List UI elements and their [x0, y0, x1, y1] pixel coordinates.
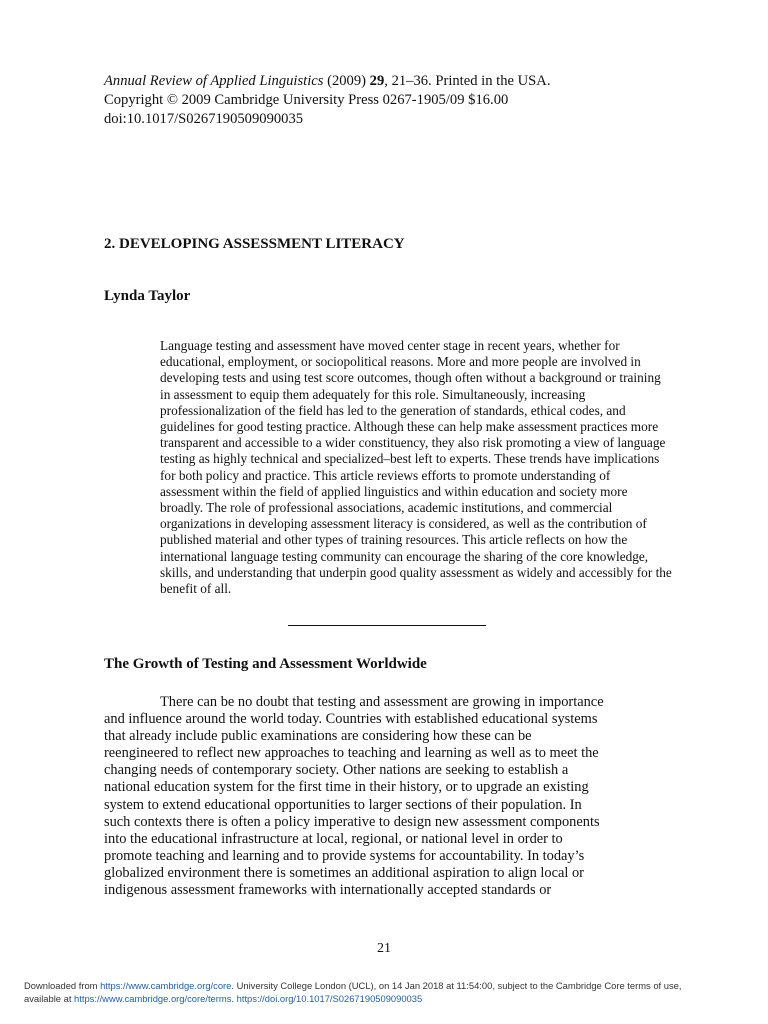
- section-divider: [288, 625, 486, 626]
- journal-volume: 29: [369, 73, 385, 89]
- citation-line: [104, 72, 550, 91]
- download-footer: [24, 980, 754, 1005]
- body-line: that already include public examinations are considering how these can be: [104, 728, 532, 745]
- journal-header: [104, 72, 550, 129]
- body-line: indigenous assessment frameworks with internationally accepted standards or: [104, 882, 552, 899]
- body-line: promote teaching and learning and to provide systems for accountability. In today’s: [104, 847, 585, 864]
- footer-line-1: [24, 980, 754, 993]
- body-paragraph: [104, 694, 672, 899]
- journal-name: Annual Review of Applied Linguistics: [104, 73, 324, 89]
- doi-link[interactable]: https://doi.org/10.1017/S0267190509090035: [236, 992, 423, 1004]
- body-line: globalized environment there is sometimes an additional aspiration to align local or: [104, 864, 584, 881]
- copyright-line: Copyright © 2009 Cambridge University Press 0267-1905/09 $16.00: [104, 92, 509, 108]
- footer-line-2: [24, 993, 754, 1006]
- section-heading: The Growth of Testing and Assessment Worldwide: [104, 656, 427, 672]
- chapter-title: 2. DEVELOPING ASSESSMENT LITERACY: [104, 236, 405, 252]
- body-line: national education system for the first time in their history, or to upgrade an existing: [104, 779, 589, 796]
- core-link[interactable]: https://www.cambridge.org/core: [100, 980, 232, 991]
- body-line: There can be no doubt that testing and assessment are growing in importance: [160, 694, 604, 710]
- body-line: into the educational infrastructure at local, regional, or national level in order to: [104, 830, 563, 847]
- body-line: reengineered to reflect new approaches to teaching and learning as well as to meet the: [104, 745, 599, 762]
- terms-link[interactable]: https://www.cambridge.org/core/terms: [74, 992, 232, 1004]
- author-name: Lynda Taylor: [104, 288, 191, 304]
- footer-usage-text: . University College London (UCL), on 14 Jan 2018 at 11:54:00, subject to the Cambridge Core terms of use,: [231, 980, 682, 991]
- journal-pages: , 21–36. Printed in the USA.: [384, 73, 551, 89]
- footer-downloaded-label: Downloaded from: [24, 980, 101, 991]
- abstract: Language testing and assessment have moved center stage in recent years, whether for educational, employment, or sociopolitical reasons. More and more people are involved in developing tests and using test score outcomes, though often without a background or training in assessment to equip them adequately for this role. Simultaneously, increasing professionalization of the field has led to the generation of standards, ethical codes, and guidelines for good testing practice. Although these can help make assessment practices more transparent and accessible to a wider constituency, they also risk promoting a view of language testing as highly technical and specialized–best left to experts. These trends have implications for both policy and practice. This article reviews efforts to promote understanding of assessment within the field of applied linguistics and within education and society more broadly. The role of professional associations, academic institutions, and commercial organizations in developing assessment literacy is considered, as well as the contribution of published material and other types of training resources. This article reflects on how the international language testing community can encourage the sharing of the core knowledge, skills, and understanding that underpin good quality assessment as widely and accessibly for the benefit of all.: [160, 338, 672, 597]
- body-line: and influence around the world today. Countries with established educational systems: [104, 711, 598, 728]
- body-line: system to extend educational opportunities to larger sections of their population. In: [104, 796, 582, 813]
- footer-available-label: available at: [24, 992, 75, 1004]
- page-number: 21: [377, 941, 391, 956]
- journal-year: (2009): [327, 73, 367, 89]
- body-line: such contexts there is often a policy imperative to design new assessment components: [104, 813, 600, 830]
- doi-line: doi:10.1017/S0267190509090035: [104, 111, 304, 127]
- body-line: changing needs of contemporary society. Other nations are seeking to establish a: [104, 762, 569, 779]
- footer-separator: .: [231, 992, 237, 1004]
